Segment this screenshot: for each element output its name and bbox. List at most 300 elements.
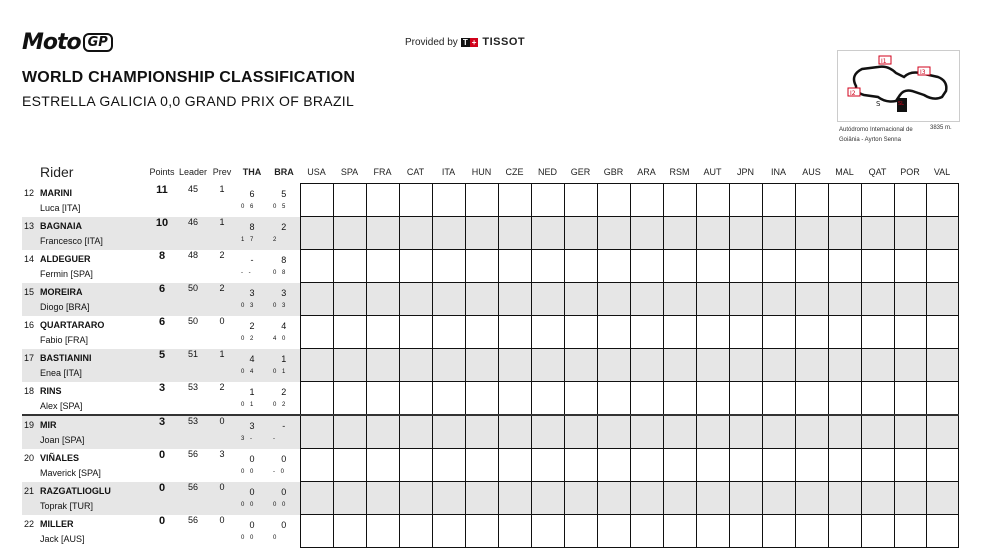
- race-result: 0: [249, 486, 255, 497]
- empty-race-cell: [696, 482, 729, 515]
- race-result-cell: [268, 283, 300, 316]
- empty-race-cell: [465, 482, 498, 515]
- rider-first-name: Joan [SPA]: [40, 435, 85, 445]
- race-split: 0 0: [273, 501, 288, 508]
- empty-race-cell: [465, 382, 498, 416]
- race-result: 1: [281, 353, 287, 364]
- rider-cell: [22, 515, 146, 548]
- empty-race-cell: [465, 250, 498, 283]
- empty-race-cell: [465, 515, 498, 548]
- empty-race-cell: [531, 217, 564, 250]
- empty-race-cell: [399, 482, 432, 515]
- table-row: [22, 250, 958, 283]
- rider-cell: [22, 184, 146, 217]
- empty-race-cell: [300, 349, 333, 382]
- empty-race-cell: [630, 349, 663, 382]
- rider-cell: [22, 382, 146, 416]
- rider-first-name: Alex [SPA]: [40, 400, 83, 411]
- empty-race-cell: [597, 349, 630, 382]
- race-result: 4: [249, 353, 255, 364]
- empty-race-cell: [696, 349, 729, 382]
- empty-race-cell: [432, 283, 465, 316]
- empty-race-cell: [333, 184, 366, 217]
- empty-race-cell: [498, 184, 531, 217]
- empty-race-cell: [432, 482, 465, 515]
- empty-race-cell: [894, 515, 926, 548]
- empty-race-cell: [564, 349, 597, 382]
- empty-race-cell: [861, 415, 894, 449]
- rider-first-name: Toprak [TUR]: [40, 500, 94, 511]
- circuit-length: 3835 m.: [930, 125, 952, 131]
- empty-race-cell: [399, 349, 432, 382]
- empty-race-cell: [333, 316, 366, 349]
- leader-gap-cell: 46: [178, 217, 208, 250]
- race-result-cell: [268, 415, 300, 449]
- empty-race-cell: [333, 349, 366, 382]
- race-split: 0 0: [241, 501, 256, 508]
- empty-race-cell: [926, 515, 958, 548]
- rider-first-name: Jack [AUS]: [40, 533, 85, 544]
- race-header: SPA: [340, 167, 359, 177]
- empty-race-cell: [894, 482, 926, 515]
- empty-race-cell: [894, 250, 926, 283]
- rider-surname: BASTIANINI: [40, 352, 92, 363]
- empty-race-cell: [861, 283, 894, 316]
- empty-race-cell: [597, 515, 630, 548]
- empty-race-cell: [432, 382, 465, 416]
- empty-race-cell: [399, 184, 432, 217]
- empty-race-cell: [300, 250, 333, 283]
- empty-race-cell: [432, 217, 465, 250]
- leader-header: Leader: [178, 167, 208, 178]
- empty-race-cell: [564, 515, 597, 548]
- empty-race-cell: [333, 482, 366, 515]
- empty-race-cell: [564, 415, 597, 449]
- circuit-name-line1: Autódromo Internacional de: [839, 127, 913, 133]
- empty-race-cell: [663, 449, 696, 482]
- race-result-cell: [236, 217, 268, 250]
- rider-first-name: Fermin [SPA]: [40, 268, 93, 279]
- empty-race-cell: [564, 382, 597, 416]
- empty-race-cell: [795, 283, 828, 316]
- finish-label: SL: [898, 101, 904, 107]
- empty-race-cell: [531, 482, 564, 515]
- empty-race-cell: [795, 449, 828, 482]
- empty-race-cell: [399, 316, 432, 349]
- rider-position: 22: [24, 518, 35, 529]
- rider-position: 21: [24, 485, 35, 496]
- empty-race-cell: [729, 515, 762, 548]
- rider-surname: MIR: [40, 420, 57, 430]
- rider-first-name: Enea [ITA]: [40, 367, 82, 378]
- rider-position: 18: [24, 385, 35, 396]
- empty-race-cell: [926, 449, 958, 482]
- race-result: 6: [249, 188, 255, 199]
- rider-surname: ALDEGUER: [40, 253, 91, 264]
- empty-race-cell: [498, 515, 531, 548]
- empty-race-cell: [333, 515, 366, 548]
- tissot-cross-icon: +: [471, 38, 477, 47]
- race-result: 0: [249, 453, 255, 464]
- empty-race-cell: [663, 482, 696, 515]
- empty-race-cell: [663, 184, 696, 217]
- empty-race-cell: [729, 217, 762, 250]
- race-result-cell: [268, 515, 300, 548]
- empty-race-cell: [795, 250, 828, 283]
- rider-surname: RINS: [40, 385, 62, 396]
- empty-race-cell: [828, 184, 861, 217]
- empty-race-cell: [531, 415, 564, 449]
- race-header: MAL: [835, 167, 854, 177]
- empty-race-cell: [663, 283, 696, 316]
- race-split: 0 4: [241, 368, 256, 375]
- empty-race-cell: [696, 184, 729, 217]
- rider-surname: MARINI: [40, 187, 72, 198]
- empty-race-cell: [762, 250, 795, 283]
- start-label: S: [876, 100, 881, 108]
- empty-race-cell: [894, 349, 926, 382]
- empty-race-cell: [729, 184, 762, 217]
- empty-race-cell: [366, 415, 399, 449]
- empty-race-cell: [399, 449, 432, 482]
- rider-cell: [22, 482, 146, 515]
- points-cell: 10: [146, 217, 178, 250]
- race-header: QAT: [868, 167, 887, 177]
- race-split: - 0: [273, 468, 287, 475]
- empty-race-cell: [630, 415, 663, 449]
- empty-race-cell: [729, 415, 762, 449]
- empty-race-cell: [300, 415, 333, 449]
- empty-race-cell: [894, 415, 926, 449]
- page-title: WORLD CHAMPIONSHIP CLASSIFICATION: [22, 69, 356, 86]
- race-result-cell: [236, 515, 268, 548]
- empty-race-cell: [828, 515, 861, 548]
- empty-race-cell: [531, 184, 564, 217]
- race-split: 4 0: [273, 335, 288, 342]
- empty-race-cell: [366, 217, 399, 250]
- empty-race-cell: [531, 316, 564, 349]
- rider-first-name: Fabio [FRA]: [40, 334, 89, 345]
- race-result-cell: [268, 184, 300, 217]
- race-result-cell: [236, 382, 268, 416]
- empty-race-cell: [399, 250, 432, 283]
- prev-gap-cell: 0: [219, 315, 225, 326]
- table-row: [22, 382, 958, 416]
- race-header: GER: [570, 167, 591, 177]
- empty-race-cell: [729, 250, 762, 283]
- empty-race-cell: [597, 415, 630, 449]
- leader-gap-cell: 48: [187, 249, 198, 260]
- circuit-track-icon: [838, 51, 959, 121]
- race-result-cell: [236, 349, 268, 382]
- rider-cell: [22, 415, 146, 449]
- sector-i1-label: I1: [881, 58, 887, 65]
- empty-race-cell: [926, 184, 958, 217]
- empty-race-cell: [465, 283, 498, 316]
- race-header: RSM: [669, 167, 690, 177]
- empty-race-cell: [663, 515, 696, 548]
- empty-race-cell: [861, 250, 894, 283]
- empty-race-cell: [465, 217, 498, 250]
- race-result-cell: [268, 250, 300, 283]
- race-result-cell: [268, 449, 300, 482]
- race-result: 0: [249, 519, 255, 530]
- prev-gap-cell: 0: [208, 482, 236, 515]
- rider-surname: VIÑALES: [40, 452, 80, 463]
- empty-race-cell: [498, 449, 531, 482]
- race-result-cell: [236, 482, 268, 515]
- race-header: HUN: [471, 167, 492, 177]
- race-split: - -: [241, 269, 253, 276]
- rider-surname: MILLER: [40, 518, 74, 529]
- prev-gap-cell: 0: [208, 415, 236, 449]
- rider-cell: [22, 217, 146, 250]
- race-result: 0: [281, 453, 287, 464]
- leader-gap-cell: 56: [187, 514, 198, 525]
- empty-race-cell: [729, 482, 762, 515]
- race-header: FRA: [373, 167, 392, 177]
- circuit-name: [839, 125, 913, 145]
- empty-race-cell: [663, 415, 696, 449]
- race-split: 0 8: [273, 269, 288, 276]
- empty-race-cell: [366, 449, 399, 482]
- empty-race-cell: [498, 349, 531, 382]
- empty-race-cell: [894, 316, 926, 349]
- empty-race-cell: [861, 482, 894, 515]
- empty-race-cell: [696, 250, 729, 283]
- empty-race-cell: [926, 217, 958, 250]
- race-result-cell: [236, 449, 268, 482]
- empty-race-cell: [399, 515, 432, 548]
- circuit-name-line2: Goiânia - Ayrton Senna: [839, 137, 901, 143]
- sponsor-name: TISSOT: [482, 36, 526, 48]
- race-split: 0 1: [273, 368, 288, 375]
- empty-race-cell: [366, 316, 399, 349]
- leader-gap-cell: 53: [187, 381, 198, 392]
- race-result: -: [250, 254, 254, 265]
- empty-race-cell: [861, 349, 894, 382]
- prev-gap-cell: 1: [219, 183, 225, 194]
- race-header: USA: [307, 167, 326, 177]
- leader-gap-cell: 50: [178, 283, 208, 316]
- race-split: 0 5: [273, 203, 288, 210]
- race-result-cell: [268, 482, 300, 515]
- empty-race-cell: [861, 515, 894, 548]
- race-split: 3 -: [241, 436, 255, 442]
- race-split: 2: [273, 236, 279, 243]
- table-row: [22, 415, 958, 449]
- points-cell: 11: [156, 183, 168, 196]
- race-split: 1 7: [241, 236, 256, 243]
- rider-position: 15: [24, 286, 35, 297]
- empty-race-cell: [498, 283, 531, 316]
- empty-race-cell: [630, 382, 663, 416]
- empty-race-cell: [663, 316, 696, 349]
- prev-gap-cell: 1: [208, 217, 236, 250]
- empty-race-cell: [498, 482, 531, 515]
- empty-race-cell: [597, 283, 630, 316]
- race-result: 2: [281, 221, 287, 232]
- logo-text: Moto: [22, 30, 81, 55]
- race-result: 0: [281, 519, 287, 530]
- empty-race-cell: [861, 184, 894, 217]
- points-cell: 6: [146, 283, 178, 316]
- race-header: JPN: [736, 167, 754, 177]
- empty-race-cell: [762, 482, 795, 515]
- table-row: [22, 283, 958, 316]
- race-result-cell: [268, 316, 300, 349]
- motogp-logo: [22, 30, 113, 55]
- empty-race-cell: [762, 184, 795, 217]
- empty-race-cell: [630, 283, 663, 316]
- logo-badge: GP: [83, 33, 113, 52]
- race-header: NED: [537, 167, 557, 177]
- circuit-map: [837, 50, 960, 122]
- table-row: [22, 316, 958, 349]
- sponsor-line: [405, 36, 525, 48]
- event-title: ESTRELLA GALICIA 0,0 GRAND PRIX OF BRAZIL: [22, 93, 355, 109]
- empty-race-cell: [926, 283, 958, 316]
- empty-race-cell: [498, 250, 531, 283]
- table-row: [22, 449, 958, 482]
- rider-surname: QUARTARARO: [40, 319, 105, 330]
- empty-race-cell: [531, 250, 564, 283]
- prev-gap-cell: 0: [219, 514, 225, 525]
- empty-race-cell: [926, 482, 958, 515]
- race-header: VAL: [933, 167, 951, 177]
- empty-race-cell: [366, 283, 399, 316]
- points-header: Points: [149, 167, 175, 178]
- empty-race-cell: [531, 449, 564, 482]
- empty-race-cell: [564, 217, 597, 250]
- empty-race-cell: [795, 184, 828, 217]
- rider-surname: RAZGATLIOGLU: [40, 485, 111, 496]
- empty-race-cell: [432, 515, 465, 548]
- race-result: -: [282, 421, 286, 431]
- empty-race-cell: [795, 382, 828, 416]
- rider-position: 17: [24, 352, 35, 363]
- empty-race-cell: [828, 250, 861, 283]
- rider-cell: [22, 250, 146, 283]
- rider-first-name: Luca [ITA]: [40, 202, 81, 213]
- empty-race-cell: [630, 184, 663, 217]
- rider-position: 20: [24, 452, 35, 463]
- empty-race-cell: [300, 316, 333, 349]
- empty-race-cell: [926, 316, 958, 349]
- race-header: INA: [770, 167, 786, 177]
- empty-race-cell: [333, 382, 366, 416]
- race-header: AUS: [802, 167, 821, 177]
- empty-race-cell: [663, 217, 696, 250]
- empty-race-cell: [663, 382, 696, 416]
- points-cell: 5: [146, 349, 178, 382]
- leader-gap-cell: 53: [178, 415, 208, 449]
- empty-race-cell: [762, 382, 795, 416]
- empty-race-cell: [861, 449, 894, 482]
- empty-race-cell: [564, 482, 597, 515]
- empty-race-cell: [630, 482, 663, 515]
- empty-race-cell: [300, 449, 333, 482]
- leader-gap-cell: 51: [178, 349, 208, 382]
- empty-race-cell: [333, 250, 366, 283]
- race-result-cell: [236, 415, 268, 449]
- race-split: 0 6: [241, 203, 256, 210]
- race-header: ITA: [441, 167, 456, 177]
- empty-race-cell: [564, 184, 597, 217]
- empty-race-cell: [432, 415, 465, 449]
- race-split: 0 3: [241, 302, 256, 309]
- empty-race-cell: [366, 382, 399, 416]
- empty-race-cell: [894, 283, 926, 316]
- rider-surname: MOREIRA: [40, 286, 83, 297]
- empty-race-cell: [498, 217, 531, 250]
- race-split: 0: [273, 534, 279, 541]
- race-split: 0 0: [241, 534, 256, 541]
- empty-race-cell: [696, 316, 729, 349]
- race-header: THA: [242, 167, 262, 178]
- empty-race-cell: [597, 482, 630, 515]
- race-header: GBR: [603, 167, 624, 177]
- race-header: ARA: [637, 167, 656, 177]
- empty-race-cell: [828, 382, 861, 416]
- points-cell: 0: [146, 482, 178, 515]
- empty-race-cell: [894, 449, 926, 482]
- empty-race-cell: [894, 217, 926, 250]
- rider-position: 12: [24, 187, 35, 198]
- empty-race-cell: [795, 316, 828, 349]
- empty-race-cell: [729, 449, 762, 482]
- empty-race-cell: [762, 283, 795, 316]
- rider-cell: [22, 283, 146, 316]
- empty-race-cell: [729, 316, 762, 349]
- empty-race-cell: [498, 382, 531, 416]
- race-result: 0: [281, 486, 287, 497]
- rider-cell: [22, 349, 146, 382]
- empty-race-cell: [432, 184, 465, 217]
- provided-by-label: Provided by: [405, 37, 458, 48]
- empty-race-cell: [696, 449, 729, 482]
- empty-race-cell: [465, 349, 498, 382]
- empty-race-cell: [894, 184, 926, 217]
- race-result-cell: [236, 184, 268, 217]
- table-row: [22, 349, 958, 382]
- empty-race-cell: [333, 283, 366, 316]
- race-split: 0 0: [241, 468, 256, 475]
- prev-gap-cell: 1: [208, 349, 236, 382]
- points-cell: 8: [158, 249, 166, 262]
- empty-race-cell: [926, 250, 958, 283]
- rider-position: 19: [24, 420, 35, 430]
- points-cell: 0: [158, 448, 166, 461]
- leader-gap-cell: 56: [187, 448, 198, 459]
- rider-position: 16: [24, 319, 35, 330]
- rider-header: Rider: [40, 164, 74, 181]
- empty-race-cell: [531, 382, 564, 416]
- table-header-row: [22, 161, 958, 184]
- empty-race-cell: [861, 382, 894, 416]
- empty-race-cell: [399, 217, 432, 250]
- empty-race-cell: [762, 515, 795, 548]
- rider-position: 13: [24, 220, 35, 231]
- race-result: 3: [249, 421, 255, 431]
- empty-race-cell: [597, 250, 630, 283]
- empty-race-cell: [762, 349, 795, 382]
- race-result-cell: [268, 217, 300, 250]
- empty-race-cell: [432, 316, 465, 349]
- empty-race-cell: [795, 217, 828, 250]
- table-row: [22, 184, 958, 217]
- empty-race-cell: [432, 250, 465, 283]
